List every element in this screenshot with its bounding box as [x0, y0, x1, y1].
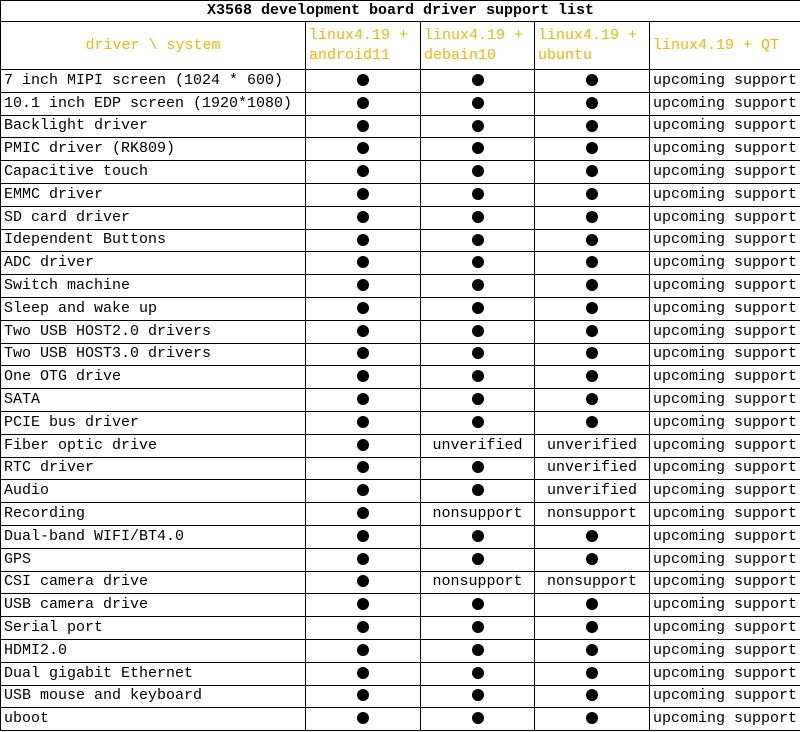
support-debian-cell [421, 389, 535, 412]
driver-name: HDMI2.0 [1, 639, 306, 662]
support-debian-cell [421, 617, 535, 640]
table-row [1, 252, 800, 275]
header-debian [421, 22, 535, 70]
filled-circle-icon [472, 461, 484, 473]
support-ubuntu-cell [535, 229, 650, 252]
driver-name: RTC driver [1, 457, 306, 480]
table-row [1, 343, 800, 366]
status-qt: upcoming support [650, 685, 800, 708]
filled-circle-icon [586, 188, 598, 200]
support-debian-cell [421, 138, 535, 161]
header-android [306, 22, 421, 70]
support-android-cell [306, 617, 421, 640]
filled-circle-icon [357, 393, 369, 405]
filled-circle-icon [357, 256, 369, 268]
support-android-cell [306, 275, 421, 298]
filled-circle-icon [586, 370, 598, 382]
filled-circle-icon [586, 302, 598, 314]
driver-name: Capacitive touch [1, 161, 306, 184]
status-qt: upcoming support [650, 617, 800, 640]
filled-circle-icon [472, 120, 484, 132]
filled-circle-icon [586, 667, 598, 679]
table-row [1, 685, 800, 708]
filled-circle-icon [472, 256, 484, 268]
filled-circle-icon [357, 370, 369, 382]
status-debian: nonsupport [421, 503, 535, 526]
filled-circle-icon [472, 598, 484, 610]
status-qt: upcoming support [650, 480, 800, 503]
filled-circle-icon [357, 74, 369, 86]
table-row [1, 206, 800, 229]
filled-circle-icon [357, 644, 369, 656]
status-debian: nonsupport [421, 571, 535, 594]
support-ubuntu-cell [535, 343, 650, 366]
filled-circle-icon [472, 393, 484, 405]
filled-circle-icon [357, 484, 369, 496]
filled-circle-icon [586, 211, 598, 223]
driver-name: PMIC driver (RK809) [1, 138, 306, 161]
support-debian-cell [421, 457, 535, 480]
support-android-cell [306, 708, 421, 731]
support-ubuntu-cell [535, 594, 650, 617]
support-android-cell [306, 229, 421, 252]
support-android-cell [306, 480, 421, 503]
filled-circle-icon [357, 211, 369, 223]
driver-name: Switch machine [1, 275, 306, 298]
support-ubuntu-cell [535, 297, 650, 320]
support-debian-cell [421, 320, 535, 343]
filled-circle-icon [357, 530, 369, 542]
filled-circle-icon [586, 393, 598, 405]
status-qt: upcoming support [650, 70, 800, 93]
status-ubuntu: nonsupport [535, 571, 650, 594]
filled-circle-icon [357, 120, 369, 132]
table-title: X3568 development board driver support list [1, 1, 800, 22]
table-row [1, 275, 800, 298]
support-android-cell [306, 161, 421, 184]
status-ubuntu: unverified [535, 457, 650, 480]
status-qt: upcoming support [650, 594, 800, 617]
support-ubuntu-cell [535, 617, 650, 640]
filled-circle-icon [472, 347, 484, 359]
support-debian-cell [421, 411, 535, 434]
table-row [1, 434, 800, 457]
status-qt: upcoming support [650, 411, 800, 434]
status-qt: upcoming support [650, 503, 800, 526]
status-qt: upcoming support [650, 138, 800, 161]
filled-circle-icon [357, 507, 369, 519]
filled-circle-icon [586, 279, 598, 291]
driver-name: GPS [1, 548, 306, 571]
driver-name: Recording [1, 503, 306, 526]
header-debian-line1: linux4.19 + [424, 26, 524, 44]
support-android-cell [306, 389, 421, 412]
table-row [1, 161, 800, 184]
table-row [1, 639, 800, 662]
filled-circle-icon [472, 188, 484, 200]
filled-circle-icon [357, 188, 369, 200]
filled-circle-icon [472, 165, 484, 177]
table-row [1, 297, 800, 320]
filled-circle-icon [472, 370, 484, 382]
table-row [1, 229, 800, 252]
support-android-cell [306, 70, 421, 93]
support-debian-cell [421, 708, 535, 731]
status-qt: upcoming support [650, 548, 800, 571]
status-ubuntu: nonsupport [535, 503, 650, 526]
header-ubuntu [535, 22, 650, 70]
driver-name: Fiber optic drive [1, 434, 306, 457]
filled-circle-icon [586, 74, 598, 86]
support-debian-cell [421, 525, 535, 548]
driver-name: USB camera drive [1, 594, 306, 617]
filled-circle-icon [357, 97, 369, 109]
support-debian-cell [421, 92, 535, 115]
table-row [1, 525, 800, 548]
support-ubuntu-cell [535, 92, 650, 115]
header-android-line1: linux4.19 + [309, 26, 409, 44]
status-qt: upcoming support [650, 275, 800, 298]
filled-circle-icon [472, 97, 484, 109]
filled-circle-icon [357, 553, 369, 565]
filled-circle-icon [357, 712, 369, 724]
status-qt: upcoming support [650, 229, 800, 252]
support-ubuntu-cell [535, 548, 650, 571]
filled-circle-icon [472, 325, 484, 337]
filled-circle-icon [586, 325, 598, 337]
support-ubuntu-cell [535, 275, 650, 298]
table-row [1, 70, 800, 93]
status-qt: upcoming support [650, 161, 800, 184]
filled-circle-icon [357, 439, 369, 451]
filled-circle-icon [586, 120, 598, 132]
status-qt: upcoming support [650, 389, 800, 412]
support-android-cell [306, 525, 421, 548]
support-debian-cell [421, 275, 535, 298]
support-android-cell [306, 343, 421, 366]
support-ubuntu-cell [535, 525, 650, 548]
status-qt: upcoming support [650, 92, 800, 115]
filled-circle-icon [472, 142, 484, 154]
support-ubuntu-cell [535, 708, 650, 731]
support-ubuntu-cell [535, 685, 650, 708]
filled-circle-icon [586, 644, 598, 656]
table-row [1, 617, 800, 640]
header-row [1, 22, 800, 70]
driver-name: uboot [1, 708, 306, 731]
table-row [1, 183, 800, 206]
filled-circle-icon [586, 142, 598, 154]
filled-circle-icon [472, 689, 484, 701]
table-row [1, 708, 800, 731]
filled-circle-icon [586, 234, 598, 246]
status-qt: upcoming support [650, 708, 800, 731]
support-android-cell [306, 548, 421, 571]
support-debian-cell [421, 639, 535, 662]
driver-name: Backlight driver [1, 115, 306, 138]
filled-circle-icon [586, 621, 598, 633]
filled-circle-icon [586, 97, 598, 109]
table-row [1, 411, 800, 434]
support-debian-cell [421, 206, 535, 229]
support-android-cell [306, 366, 421, 389]
status-qt: upcoming support [650, 206, 800, 229]
filled-circle-icon [357, 347, 369, 359]
driver-name: CSI camera drive [1, 571, 306, 594]
driver-name: Sleep and wake up [1, 297, 306, 320]
driver-name: Dual-band WIFI/BT4.0 [1, 525, 306, 548]
status-qt: upcoming support [650, 571, 800, 594]
support-debian-cell [421, 297, 535, 320]
header-android-line2: android11 [309, 46, 391, 64]
filled-circle-icon [357, 575, 369, 587]
status-qt: upcoming support [650, 252, 800, 275]
filled-circle-icon [357, 302, 369, 314]
status-qt: upcoming support [650, 115, 800, 138]
table-row [1, 548, 800, 571]
support-ubuntu-cell [535, 206, 650, 229]
support-android-cell [306, 206, 421, 229]
status-ubuntu: unverified [535, 434, 650, 457]
status-qt: upcoming support [650, 662, 800, 685]
table-row [1, 571, 800, 594]
support-android-cell [306, 183, 421, 206]
driver-name: Serial port [1, 617, 306, 640]
filled-circle-icon [586, 689, 598, 701]
filled-circle-icon [472, 484, 484, 496]
driver-name: PCIE bus driver [1, 411, 306, 434]
table-row [1, 320, 800, 343]
support-ubuntu-cell [535, 138, 650, 161]
status-qt: upcoming support [650, 320, 800, 343]
support-ubuntu-cell [535, 389, 650, 412]
support-debian-cell [421, 662, 535, 685]
header-debian-line2: debain10 [424, 46, 497, 64]
table-row [1, 366, 800, 389]
filled-circle-icon [472, 712, 484, 724]
support-android-cell [306, 685, 421, 708]
support-android-cell [306, 92, 421, 115]
support-android-cell [306, 252, 421, 275]
driver-name: EMMC driver [1, 183, 306, 206]
support-ubuntu-cell [535, 366, 650, 389]
driver-name: Audio [1, 480, 306, 503]
filled-circle-icon [586, 712, 598, 724]
support-ubuntu-cell [535, 411, 650, 434]
support-debian-cell [421, 115, 535, 138]
driver-name: SD card driver [1, 206, 306, 229]
status-qt: upcoming support [650, 525, 800, 548]
status-qt: upcoming support [650, 639, 800, 662]
support-ubuntu-cell [535, 639, 650, 662]
driver-name: ADC driver [1, 252, 306, 275]
filled-circle-icon [586, 256, 598, 268]
driver-name: Two USB HOST2.0 drivers [1, 320, 306, 343]
support-android-cell [306, 411, 421, 434]
support-android-cell [306, 503, 421, 526]
support-ubuntu-cell [535, 662, 650, 685]
filled-circle-icon [357, 689, 369, 701]
table-row [1, 480, 800, 503]
driver-name: 7 inch MIPI screen (1024 * 600) [1, 70, 306, 93]
table-body [1, 70, 800, 731]
support-debian-cell [421, 480, 535, 503]
support-android-cell [306, 297, 421, 320]
status-ubuntu: unverified [535, 480, 650, 503]
table-row [1, 594, 800, 617]
support-debian-cell [421, 161, 535, 184]
filled-circle-icon [586, 598, 598, 610]
support-ubuntu-cell [535, 115, 650, 138]
filled-circle-icon [472, 621, 484, 633]
status-qt: upcoming support [650, 183, 800, 206]
support-debian-cell [421, 183, 535, 206]
filled-circle-icon [357, 416, 369, 428]
driver-name: Two USB HOST3.0 drivers [1, 343, 306, 366]
filled-circle-icon [357, 621, 369, 633]
filled-circle-icon [472, 416, 484, 428]
header-ubuntu-line1: linux4.19 + [538, 26, 638, 44]
filled-circle-icon [357, 667, 369, 679]
support-ubuntu-cell [535, 70, 650, 93]
support-ubuntu-cell [535, 161, 650, 184]
filled-circle-icon [472, 279, 484, 291]
status-qt: upcoming support [650, 366, 800, 389]
support-android-cell [306, 115, 421, 138]
support-debian-cell [421, 343, 535, 366]
filled-circle-icon [357, 142, 369, 154]
status-qt: upcoming support [650, 343, 800, 366]
filled-circle-icon [472, 234, 484, 246]
status-qt: upcoming support [650, 434, 800, 457]
driver-name: 10.1 inch EDP screen (1920*1080) [1, 92, 306, 115]
filled-circle-icon [357, 234, 369, 246]
filled-circle-icon [586, 347, 598, 359]
support-android-cell [306, 594, 421, 617]
support-ubuntu-cell [535, 183, 650, 206]
filled-circle-icon [472, 211, 484, 223]
support-debian-cell [421, 594, 535, 617]
support-android-cell [306, 639, 421, 662]
header-qt: linux4.19 + QT [650, 22, 800, 70]
table-row [1, 115, 800, 138]
table-row [1, 662, 800, 685]
filled-circle-icon [586, 530, 598, 542]
table-row [1, 138, 800, 161]
filled-circle-icon [472, 644, 484, 656]
support-debian-cell [421, 70, 535, 93]
driver-name: Idependent Buttons [1, 229, 306, 252]
filled-circle-icon [472, 302, 484, 314]
support-ubuntu-cell [535, 252, 650, 275]
filled-circle-icon [357, 325, 369, 337]
filled-circle-icon [357, 461, 369, 473]
support-debian-cell [421, 366, 535, 389]
filled-circle-icon [472, 74, 484, 86]
filled-circle-icon [472, 530, 484, 542]
support-debian-cell [421, 548, 535, 571]
driver-name: SATA [1, 389, 306, 412]
table-row [1, 92, 800, 115]
status-qt: upcoming support [650, 297, 800, 320]
support-android-cell [306, 138, 421, 161]
table-row [1, 389, 800, 412]
filled-circle-icon [472, 553, 484, 565]
status-debian: unverified [421, 434, 535, 457]
filled-circle-icon [357, 279, 369, 291]
support-debian-cell [421, 685, 535, 708]
support-debian-cell [421, 252, 535, 275]
filled-circle-icon [472, 667, 484, 679]
filled-circle-icon [586, 416, 598, 428]
support-android-cell [306, 457, 421, 480]
filled-circle-icon [586, 165, 598, 177]
support-ubuntu-cell [535, 320, 650, 343]
support-android-cell [306, 320, 421, 343]
filled-circle-icon [586, 553, 598, 565]
filled-circle-icon [357, 598, 369, 610]
driver-name: Dual gigabit Ethernet [1, 662, 306, 685]
support-android-cell [306, 662, 421, 685]
status-qt: upcoming support [650, 457, 800, 480]
support-android-cell [306, 571, 421, 594]
corner-header: driver \ system [1, 22, 306, 70]
filled-circle-icon [357, 165, 369, 177]
support-android-cell [306, 434, 421, 457]
driver-name: One OTG drive [1, 366, 306, 389]
header-ubuntu-line2: ubuntu [538, 46, 593, 64]
support-debian-cell [421, 229, 535, 252]
table-row [1, 503, 800, 526]
driver-name: USB mouse and keyboard [1, 685, 306, 708]
table-row [1, 457, 800, 480]
